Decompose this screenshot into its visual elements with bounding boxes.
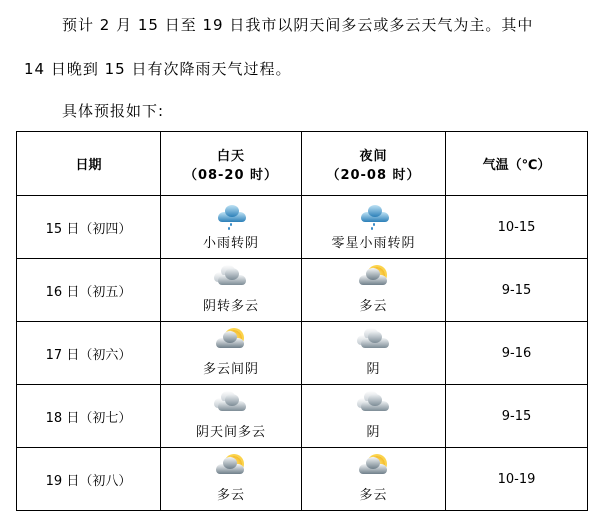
rain-icon [214, 204, 248, 228]
day-weather-label: 多云间阴 [202, 361, 259, 377]
header-day-time: （08-20 时） [183, 167, 279, 183]
night-weather-cell [302, 448, 446, 511]
table-row [17, 448, 588, 511]
date-cell: 19 日（初八） [17, 448, 161, 511]
header-temp: 气温（℃） [446, 132, 588, 196]
day-weather-label: 多云 [216, 487, 245, 503]
partly-cloudy-icon [214, 456, 248, 480]
table-row [17, 259, 588, 322]
night-weather-label: 多云 [359, 487, 388, 503]
table-row [17, 322, 588, 385]
temp-cell: 10-19 [446, 448, 588, 511]
date-cell: 15 日（初四） [17, 196, 161, 259]
night-weather-label: 阴 [366, 361, 381, 377]
table-row [17, 385, 588, 448]
rain-icon [357, 204, 391, 228]
day-weather-label: 阴转多云 [202, 298, 259, 314]
overcast-icon [357, 330, 391, 354]
night-weather-cell [302, 385, 446, 448]
day-weather-label: 阴天间多云 [195, 424, 266, 440]
temp-cell: 10-15 [446, 196, 588, 259]
date-cell: 16 日（初五） [17, 259, 161, 322]
date-cell: 18 日（初七） [17, 385, 161, 448]
temp-cell: 9-15 [446, 259, 588, 322]
day-weather-cell [161, 448, 302, 511]
intro-line-2: 14 日晚到 15 日有次降雨天气过程。 [24, 60, 292, 78]
night-weather-label: 阴 [366, 424, 381, 440]
day-weather-cell [161, 322, 302, 385]
night-weather-cell [302, 196, 446, 259]
overcast-icon [214, 393, 248, 417]
day-weather-label: 小雨转阴 [202, 235, 259, 251]
header-day [161, 132, 302, 196]
header-night [302, 132, 446, 196]
intro-line-1: 预计 2 月 15 日至 19 日我市以阴天间多云或多云天气为主。其中 [62, 16, 534, 34]
table-row [17, 196, 588, 259]
table-header [17, 132, 588, 196]
header-night-time: （20-08 时） [326, 167, 421, 183]
temp-cell: 9-15 [446, 385, 588, 448]
forecast-table [16, 131, 588, 511]
day-weather-cell [161, 259, 302, 322]
day-weather-cell [161, 385, 302, 448]
header-night-label: 夜间 [359, 148, 388, 164]
date-cell: 17 日（初六） [17, 322, 161, 385]
partly-cloudy-icon [214, 330, 248, 354]
partly-cloudy-icon [357, 456, 391, 480]
day-weather-cell [161, 196, 302, 259]
header-day-label: 白天 [216, 148, 245, 164]
night-weather-cell [302, 322, 446, 385]
intro-line-3: 具体预报如下: [62, 102, 165, 120]
night-weather-label: 多云 [359, 298, 388, 314]
night-weather-label: 零星小雨转阴 [331, 235, 416, 251]
temp-cell: 9-16 [446, 322, 588, 385]
partly-cloudy-icon [357, 267, 391, 291]
night-weather-cell [302, 259, 446, 322]
overcast-icon [214, 267, 248, 291]
header-date: 日期 [17, 132, 161, 196]
overcast-icon [357, 393, 391, 417]
